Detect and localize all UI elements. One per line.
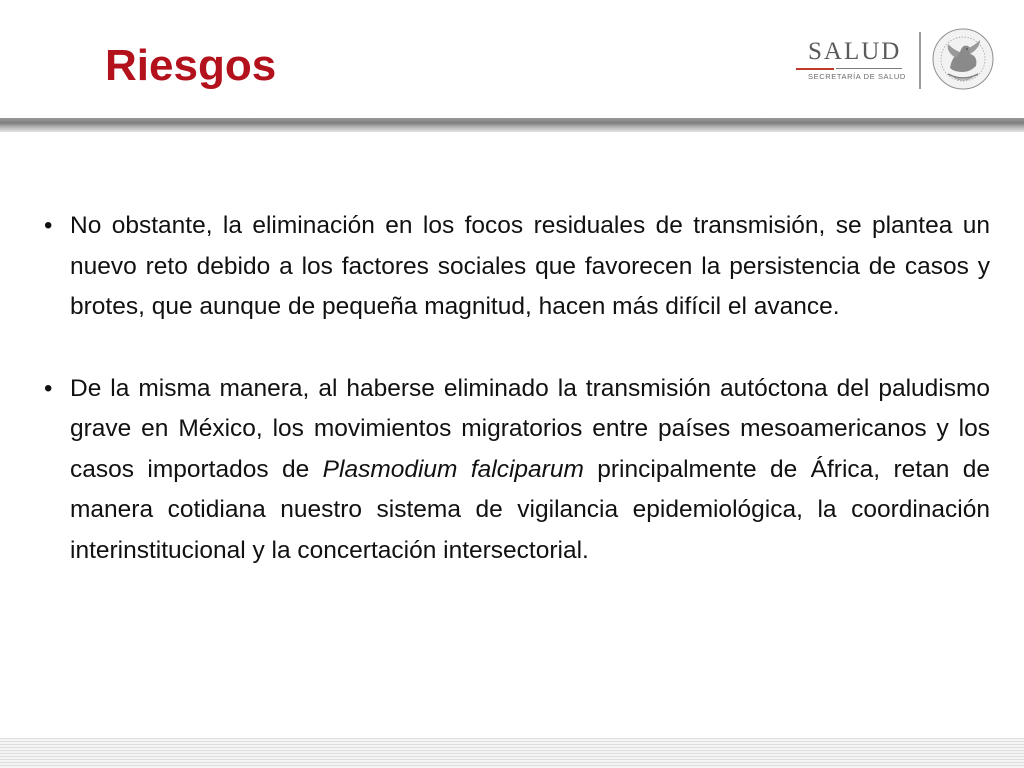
logo-rule bbox=[836, 68, 902, 69]
species-name: Plasmodium falciparum bbox=[322, 455, 584, 483]
bullet-text: No obstante, la eliminación en los focos residuales de transmisión, se plantea un nuevo reto debido a los factores sociales que favorecen la persistencia de casos y brotes, que aunque de pequeña magnitud, hacen más difícil el avance. bbox=[70, 212, 990, 320]
page-title: Riesgos bbox=[105, 41, 277, 90]
logo-wordmark: SALUD bbox=[808, 38, 902, 65]
bullet-text: De la misma manera, al haberse eliminado la transmisión autóctona del paludismo grave en México, los movimientos migratorios entre países mesoamericanos y los casos importados de bbox=[70, 374, 990, 483]
logo-divider bbox=[919, 32, 921, 89]
bullet-list bbox=[38, 206, 990, 571]
bullet-dot-icon: • bbox=[44, 212, 53, 239]
bullet-item bbox=[38, 206, 990, 328]
bullet-dot-icon: • bbox=[44, 374, 53, 402]
header-divider-bar bbox=[0, 118, 1024, 132]
slide-body bbox=[38, 206, 990, 612]
bullet-item bbox=[38, 369, 990, 572]
footer-band bbox=[0, 738, 1024, 768]
salud-logo bbox=[796, 38, 906, 84]
bullet-text: principalmente de África, retan de manera cotidiana nuestro sistema de vigilancia epidemiológica, la coordinación interinstitucional y la concertación intersectorial. bbox=[70, 455, 990, 564]
mexican-coat-of-arms-seal-icon bbox=[932, 28, 994, 90]
slide-header bbox=[0, 0, 1024, 118]
logo-rule bbox=[796, 68, 834, 70]
logo-subtitle: SECRETARÍA DE SALUD bbox=[808, 72, 906, 81]
